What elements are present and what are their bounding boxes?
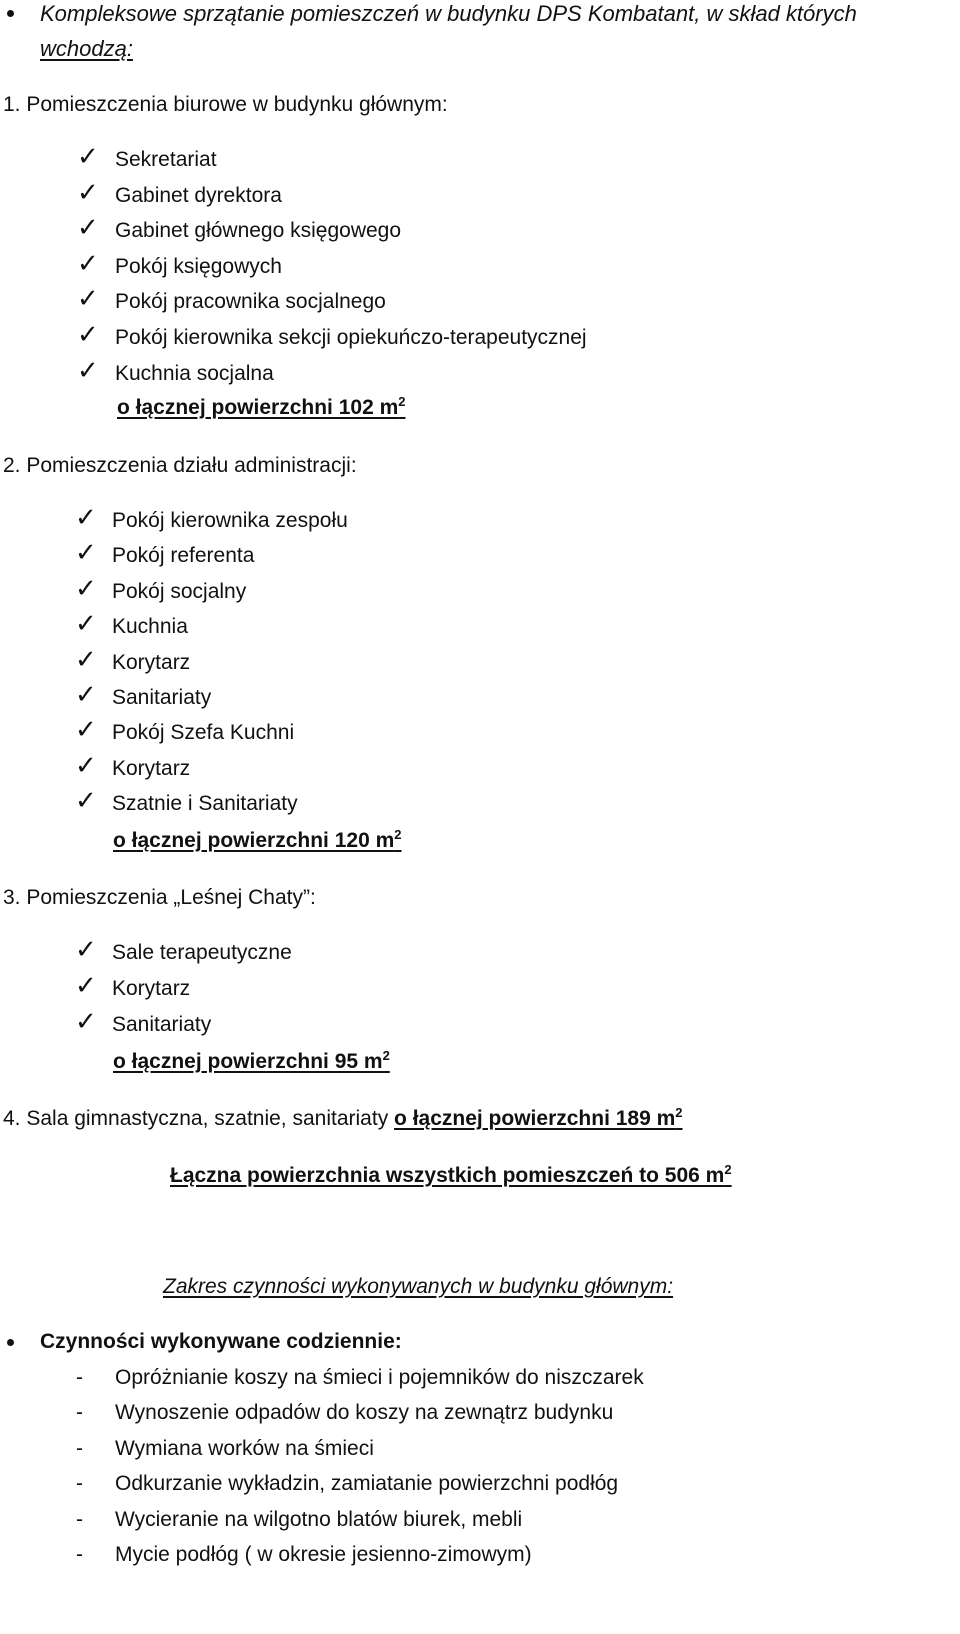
grand-total: Łączna powierzchnia wszystkich pomieszczeń to 506 $m^2$ <box>170 1162 732 1187</box>
check-mark-icon: ✓ <box>75 609 97 640</box>
check-mark-icon: ✓ <box>75 1007 97 1037</box>
list-item-label: Pokój pracownika socjalnego <box>115 290 386 314</box>
check-mark-icon: ✓ <box>75 538 97 569</box>
list-item-label: Wycieranie na wilgotno blatów biurek, mebli <box>115 1507 523 1531</box>
list-item-label: Pokój Szefa Kuchni <box>112 721 295 745</box>
section-3-heading: 3. Pomieszczenia „Leśnej Chaty”: <box>3 886 316 909</box>
section-4-line: 4. Sala gimnastyczna, szatnie, sanitariaty o łącznej powierzchni 189 $m^2$ <box>3 1105 683 1130</box>
section-3-total: o łącznej powierzchni 95 $m^2$ <box>113 1048 390 1073</box>
check-mark-icon: ✓ <box>77 177 99 208</box>
check-mark-icon: ✓ <box>77 355 99 386</box>
list-item-label: Sanitariaty <box>112 686 212 709</box>
dash-icon: - <box>76 1436 83 1460</box>
list-item-label: Szatnie i Sanitariaty <box>112 792 298 816</box>
check-mark-icon: ✓ <box>75 786 97 817</box>
check-mark-icon: ✓ <box>75 715 97 746</box>
list-item-label: Pokój kierownika sekcji opiekuńczo-terapeutycznej <box>115 326 587 349</box>
list-item-label: Korytarz <box>112 756 191 780</box>
intro-line-1: Kompleksowe sprzątanie pomieszczeń w budynku DPS Kombatant, w skład których <box>40 1 857 26</box>
list-item-label: Korytarz <box>112 650 191 674</box>
dash-icon: - <box>76 1507 83 1531</box>
list-item-label: Korytarz <box>112 977 191 1000</box>
section-2-total: o łącznej powierzchni 120 $m^2$ <box>113 827 402 852</box>
check-mark-icon: ✓ <box>77 320 99 350</box>
list-item-label: Gabinet dyrektora <box>115 183 282 207</box>
list-item-label: Sale terapeutyczne <box>112 941 292 964</box>
list-item-label: Pokój socjalny <box>112 579 247 603</box>
intro-line-2: wchodzą: <box>40 36 133 61</box>
dash-icon: - <box>76 1366 83 1389</box>
list-item-label: Opróżnianie koszy na śmieci i pojemników do niszczarek <box>115 1366 644 1389</box>
list-item-label: Pokój księgowych <box>115 254 282 278</box>
check-mark-icon: ✓ <box>77 142 99 172</box>
check-mark-icon: ✓ <box>77 248 99 279</box>
list-item-label: Sanitariaty <box>112 1013 212 1036</box>
check-mark-icon: ✓ <box>75 644 97 675</box>
check-mark-icon: ✓ <box>77 284 99 315</box>
bullet-icon <box>7 1339 14 1346</box>
check-mark-icon: ✓ <box>75 680 97 710</box>
dash-icon: - <box>76 1401 83 1425</box>
list-item-label: Pokój referenta <box>112 544 255 568</box>
list-item-label: Sekretariat <box>115 148 217 171</box>
dash-icon: - <box>76 1543 83 1566</box>
list-item-label: Mycie podłóg ( w okresie jesienno-zimowym) <box>115 1543 532 1566</box>
check-mark-icon: ✓ <box>77 213 99 244</box>
list-item-label: Pokój kierownika zespołu <box>112 509 348 532</box>
list-item-label: Kuchnia <box>112 615 188 639</box>
section-1-heading: 1. Pomieszczenia biurowe w budynku głównym: <box>3 93 448 116</box>
scope-heading: Zakres czynności wykonywanych w budynku głównym: <box>163 1275 674 1298</box>
list-item-label: Gabinet głównego księgowego <box>115 219 402 243</box>
list-item-label: Odkurzanie wykładzin, zamiatanie powierzchni podłóg <box>115 1472 619 1496</box>
check-mark-icon: ✓ <box>75 750 97 781</box>
list-item-label: Wynoszenie odpadów do koszy na zewnątrz budynku <box>115 1401 614 1425</box>
section-2-heading: 2. Pomieszczenia działu administracji: <box>3 454 357 477</box>
check-mark-icon: ✓ <box>75 935 97 965</box>
dash-icon: - <box>76 1472 83 1496</box>
list-item-label: Kuchnia socjalna <box>115 361 274 385</box>
check-mark-icon: ✓ <box>75 971 97 1001</box>
check-mark-icon: ✓ <box>75 573 97 604</box>
bullet-icon <box>7 10 14 17</box>
section-1-total: o łącznej powierzchni 102 $m^2$ <box>117 394 406 419</box>
check-mark-icon: ✓ <box>75 503 97 533</box>
daily-heading: Czynności wykonywane codziennie: <box>40 1330 402 1353</box>
list-item-label: Wymiana worków na śmieci <box>115 1436 374 1460</box>
